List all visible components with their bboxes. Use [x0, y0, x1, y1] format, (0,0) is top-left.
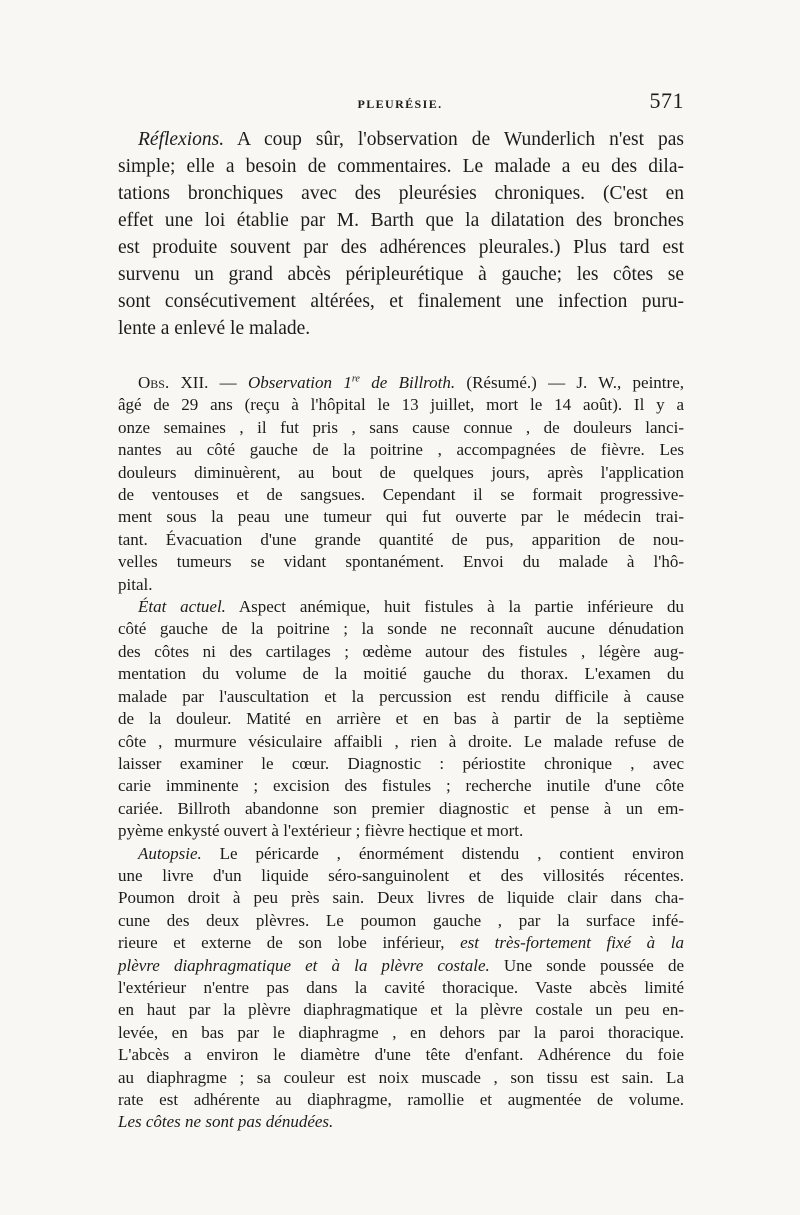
line-text: rieure et externe de son lobe inférieur,: [118, 933, 461, 953]
observation-paragraph: [118, 372, 684, 1134]
observation-title-author: de Billroth.: [359, 373, 456, 392]
text-line: rate est adhérente au diaphragme, ramollie et augmentée de volume.: [118, 1090, 684, 1109]
text-line: L'abcès a environ le diamètre d'une tête d'enfant. Adhérence du foie: [118, 1045, 684, 1065]
line-text: Aspect anémique, huit fistules à la partie inférieure du: [225, 597, 684, 617]
section-heading: Réflexions.: [138, 129, 225, 150]
text-line: Poumon droit à peu près sain. Deux livres de liquide clair dans cha-: [118, 888, 684, 908]
text-line: sont consécutivement altérées, et finalement une infection puru-: [118, 291, 684, 312]
text-line: côté gauche de la poitrine ; la sonde ne reconnaît aucune dénudation: [118, 619, 684, 639]
text-line: est produite souvent par des adhérences pleurales.) Plus tard est: [118, 237, 684, 258]
text-line: pital.: [118, 574, 153, 594]
text-line: ment sous la peau une tumeur qui fut ouverte par le médecin trai-: [118, 507, 684, 527]
text-line: malade par l'auscultation et la percussion est rendu difficile à cause: [118, 686, 684, 706]
text-line: cune des deux plèvres. Le poumon gauche , par la surface infé-: [118, 910, 684, 930]
text-line: tations bronchiques avec des pleurésies chroniques. (C'est en: [118, 183, 684, 204]
text-line: survenu un grand abcès péripleurétique à gauche; les côtes se: [118, 264, 684, 285]
text-line: tant. Évacuation d'une grande quantité de pus, apparition de nou-: [118, 529, 684, 549]
text-line: [118, 955, 684, 977]
text-line: simple; elle a besoin de commentaires. Le malade a eu des dila-: [118, 156, 684, 177]
emphasized-text: est très-fortement fixé à la: [460, 933, 684, 953]
text-line: pyème enkysté ouvert à l'extérieur ; fièvre hectique et mort.: [118, 821, 524, 841]
text-line: onze semaines , il fut pris , sans cause connue , de douleurs lanci-: [118, 417, 684, 437]
text-line: Les côtes ne sont pas dénudées.: [118, 1112, 334, 1132]
reflexions-paragraph: [118, 126, 684, 342]
text-line: une livre d'un liquide séro-sanguinolent et des villosités récentes.: [118, 865, 684, 885]
page-number: 571: [649, 88, 684, 113]
text-line: nantes au côté gauche de la poitrine , accompagnées de fièvre. Les: [118, 440, 684, 460]
text-line: levée, en bas par le diaphragme , en dehors par la paroi thoracique.: [118, 1022, 684, 1042]
section-heading: Autopsie.: [138, 843, 202, 863]
text-line: côte , murmure vésiculaire affaibli , rien à droite. Le malade refuse de: [118, 731, 684, 751]
text-line: douleurs diminuèrent, au bout de quelques jours, après l'application: [118, 462, 684, 482]
text-line: au diaphragme ; sa couleur est noix muscade , son tissu est sain. La: [118, 1067, 684, 1087]
text-line: de la douleur. Matité en arrière et en bas à partir de la septième: [118, 709, 684, 729]
running-head: PLEURÉSIE.: [357, 97, 443, 111]
text-line: cariée. Billroth abandonne son premier diagnostic et pense à un em-: [118, 798, 684, 818]
text-line: de ventouses et de sangsues. Cependant il se formait progressive-: [118, 485, 684, 505]
text-line: en haut par la plèvre diaphragmatique et la plèvre costale un peu en-: [118, 1000, 684, 1020]
text-line: âgé de 29 ans (reçu à l'hôpital le 13 juillet, mort le 14 août). Il y a: [118, 395, 684, 415]
text-line: carie imminente ; excision des fistules ; recherche inutile d'une côte: [118, 776, 684, 796]
text-line: des côtes ni des cartilages ; œdème autour des fistules , légère aug-: [118, 641, 684, 661]
line-text: Le péricarde , énormément distendu , contient environ: [201, 843, 684, 863]
text-line: l'extérieur n'entre pas dans la cavité thoracique. Vaste abcès limité: [118, 977, 684, 997]
line-text: A coup sûr, l'observation de Wunderlich n'est pas: [224, 129, 684, 150]
observation-title: Observation 1: [247, 373, 352, 392]
text-line: [118, 126, 684, 153]
text-line: [118, 372, 684, 394]
observation-label: Obs.: [138, 373, 170, 392]
text-line: effet une loi établie par M. Barth que la dilatation des bronches: [118, 210, 684, 231]
line-text: Une sonde poussée de: [489, 955, 684, 975]
text-line: mentation du volume de la moitié gauche du thorax. L'examen du: [118, 664, 684, 684]
line-text: (Résumé.) — J. W., peintre,: [455, 373, 684, 392]
text-line: [118, 932, 684, 954]
ordinal-superscript: re: [351, 373, 360, 385]
text-line: velles tumeurs se vidant spontanément. Envoi du malade à l'hô-: [118, 552, 684, 572]
emphasized-text: plèvre diaphragmatique et à la plèvre costale.: [118, 955, 490, 975]
observation-number: XII. —: [169, 373, 248, 392]
text-line: [118, 596, 684, 618]
section-heading: État actuel.: [138, 597, 226, 617]
text-line: lente a enlevé le malade.: [118, 318, 311, 339]
text-line: [118, 843, 684, 865]
text-line: laisser examiner le cœur. Diagnostic : périostite chronique , avec: [118, 753, 684, 773]
